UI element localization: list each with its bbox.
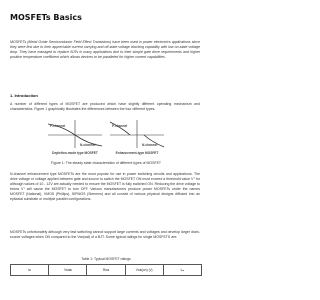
table-caption: Table 1: Typical MOSFET ratings [81,257,131,261]
ratings-table [10,264,202,276]
label-n-channel-left: N-channel [80,143,96,147]
header-drain-source-voltage: Vᴅꜱꜱ [49,265,87,276]
label-p-channel-right: P-channel [112,124,128,128]
label-depletion-type: Depletion-mode type MOSFET [52,151,98,155]
label-enhancement-type: Enhancement-type MOSFET [115,151,159,155]
table-header-row [11,265,202,276]
section-heading: 1. Introduction [10,93,38,98]
figure-caption: Figure 1: The steady state characteristics of different types of MOSFET [50,161,162,165]
label-n-channel-right: N-channel [142,143,158,147]
body-paragraph-2: N-channel enhancement type MOSFETs are the most popular for use in power switching circuits and applications. The drive voltage or voltage applied between gate and source to switch the MOSFET ON must exceed a threshold value Vᵀ for although values of 10 - 12V are actually needed to ensure the MOSFET is fully switched ON. Reducing the drive voltage to below Vᵀ will cause the MOSFET to turn OFF. Various manufacturers produce power MOSFETs under the names MOSFET (National), VMOS (Phillips), SIPMOS (Siemens) and all consist of various physical designs diffused into an epitaxial substrate or multiple parallel configurations. [10,172,200,202]
page-title: MOSFETs Basics [10,13,82,22]
header-turn-on-time: tₒₙ [163,265,201,276]
intro-paragraph: MOSFETs (Metal Oxide Semiconductor Field Effect Transistors) have been used in power electronics applications since they were first due to their appreciable current carrying and off-state voltage blocking capability with low on-state voltage drop. They have managed to replace BJTs in many applications due to their simple gate drive requirements and higher positive temperature coefficient which allows devices to be paralleled for higher current capabilities. [10,40,200,60]
characteristics-diagram [44,118,168,156]
header-on-resistance: Rᴅꜱ [87,265,125,276]
body-paragraph-1: A number of different types of MOSFET are produced which have slightly different operating mechanism and characteristics. Figure 1 graphically illustrates the differences between the four different types. [10,102,200,112]
header-drain-current: Iᴅ [11,265,49,276]
body-paragraph-3: MOSFETs unfortunately although very fast switching cannot support large currents and voltages and develop larger drain-source voltages when ON compared to the Vᴄᴇ(sat) of a BJT. Some typical ratings for single MOSFETS are: [10,230,200,240]
label-p-channel-left: P-channel [50,124,66,128]
header-on-voltage: Vᴅꜱ(on) (ᴠ) [125,265,163,276]
mosfet-characteristics-figure [44,118,168,156]
